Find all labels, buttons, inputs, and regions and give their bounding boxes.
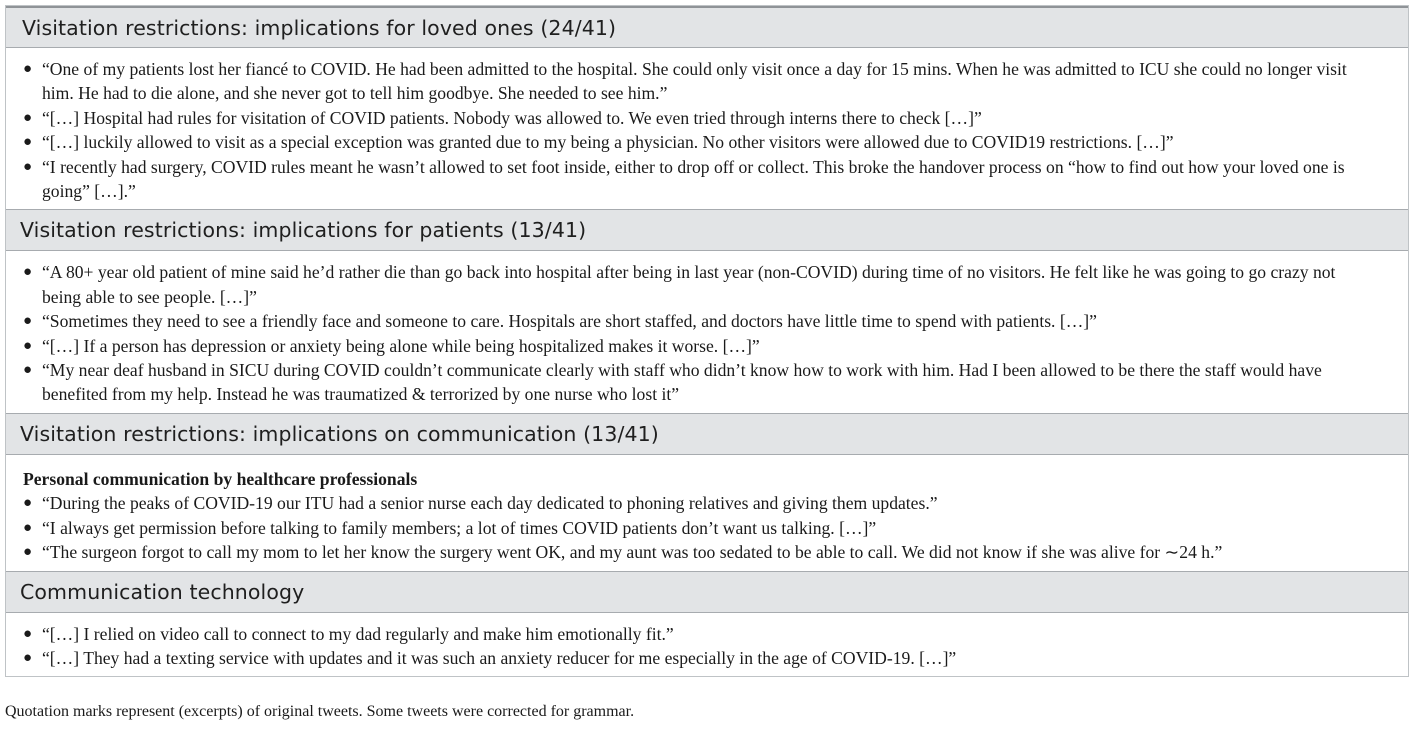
bullet-icon: ● (23, 264, 33, 281)
list-item: ● “[…] luckily allowed to visit as a special exception was granted due to my being a physician. No other visitors were allowed due to COVID19 restrictions. […]” (23, 130, 1378, 154)
list-item: ● “[…] If a person has depression or anxiety being alone while being hospitalized makes it worse. […]” (23, 334, 1378, 358)
quotes-table (5, 5, 1409, 677)
quote-list (23, 57, 1378, 203)
list-item: ● “My near deaf husband in SICU during COVID couldn’t communicate clearly with staff who didn’t know how to work with him. Had I been allowed to be there the staff would have benefited from my help. Instead he was traumatized & terrorized by one nurse who lost it” (23, 360, 1322, 405)
list-item: ● “A 80+ year old patient of mine said he’d rather die than go back into hospital after being in last year (non-COVID) during time of no visitors. He felt like he was going to go crazy not being able to see people. […]” (23, 262, 1336, 307)
section-header-communication: Visitation restrictions: implications on communication (13/41) (6, 413, 1408, 455)
section-body-communication (6, 455, 1408, 571)
bullet-icon: ● (23, 158, 33, 175)
list-item: ● “Sometimes they need to see a friendly face and someone to care. Hospitals are short staffed, and doctors have little time to spend with patients. […]” (23, 309, 1378, 333)
section-header-patients: Visitation restrictions: implications for patients (13/41) (6, 209, 1408, 251)
bullet-icon: ● (23, 337, 33, 354)
list-item: ● “The surgeon forgot to call my mom to let her know the surgery went OK, and my aunt was too sedated to be able to call. We did not know if she was alive for ∼24 h.” (23, 540, 1378, 564)
section-body-patients (6, 251, 1408, 412)
quote-list (23, 622, 1378, 671)
section-header-loved-ones: Visitation restrictions: implications for loved ones (24/41) (6, 6, 1408, 48)
list-item: ● “[…] Hospital had rules for visitation of COVID patients. Nobody was allowed to. We even tried through interns there to check […]” (23, 106, 1378, 130)
list-item: ● “I recently had surgery, COVID rules meant he wasn’t allowed to set foot inside, either to drop off or collect. This broke the handover process on “how to find out how your loved one is going” […].” (23, 156, 1345, 202)
bullet-icon: ● (23, 61, 33, 77)
list-item: ● “[…] I relied on video call to connect to my dad regularly and make him emotionally fit.” (23, 622, 1378, 646)
bullet-icon: ● (23, 544, 33, 561)
quote-list (23, 491, 1378, 564)
list-item: ● “One of my patients lost her fiancé to COVID. He had been admitted to the hospital. She could only visit once a day for 15 mins. When he was admitted to ICU she could no longer visit him. He had to die alone, and she never got to tell him goodbye. She needed to see him.” (23, 59, 1347, 104)
list-item: ● “During the peaks of COVID-19 our ITU had a senior nurse each day dedicated to phoning relatives and giving them updates.” (23, 491, 1378, 515)
subheading: Personal communication by healthcare professionals (23, 468, 418, 489)
section-header-technology: Communication technology (6, 571, 1408, 613)
list-item: ● “I always get permission before talking to family members; a lot of times COVID patients don’t want us talking. […]” (23, 516, 1378, 540)
list-item: ● “[…] They had a texting service with updates and it was such an anxiety reducer for me especially in the age of COVID-19. […]” (23, 646, 1378, 670)
bullet-icon: ● (23, 519, 33, 536)
bullet-icon: ● (23, 495, 33, 512)
section-body-loved-ones (6, 48, 1408, 209)
bullet-icon: ● (23, 625, 33, 642)
bullet-icon: ● (23, 109, 33, 126)
section-body-technology (6, 613, 1408, 677)
bullet-icon: ● (23, 362, 33, 379)
bullet-icon: ● (23, 313, 33, 330)
quote-list (23, 260, 1378, 406)
table-footnote: Quotation marks represent (excerpts) of original tweets. Some tweets were corrected for grammar. (5, 703, 635, 720)
bullet-icon: ● (23, 649, 33, 666)
bullet-icon: ● (23, 134, 33, 151)
